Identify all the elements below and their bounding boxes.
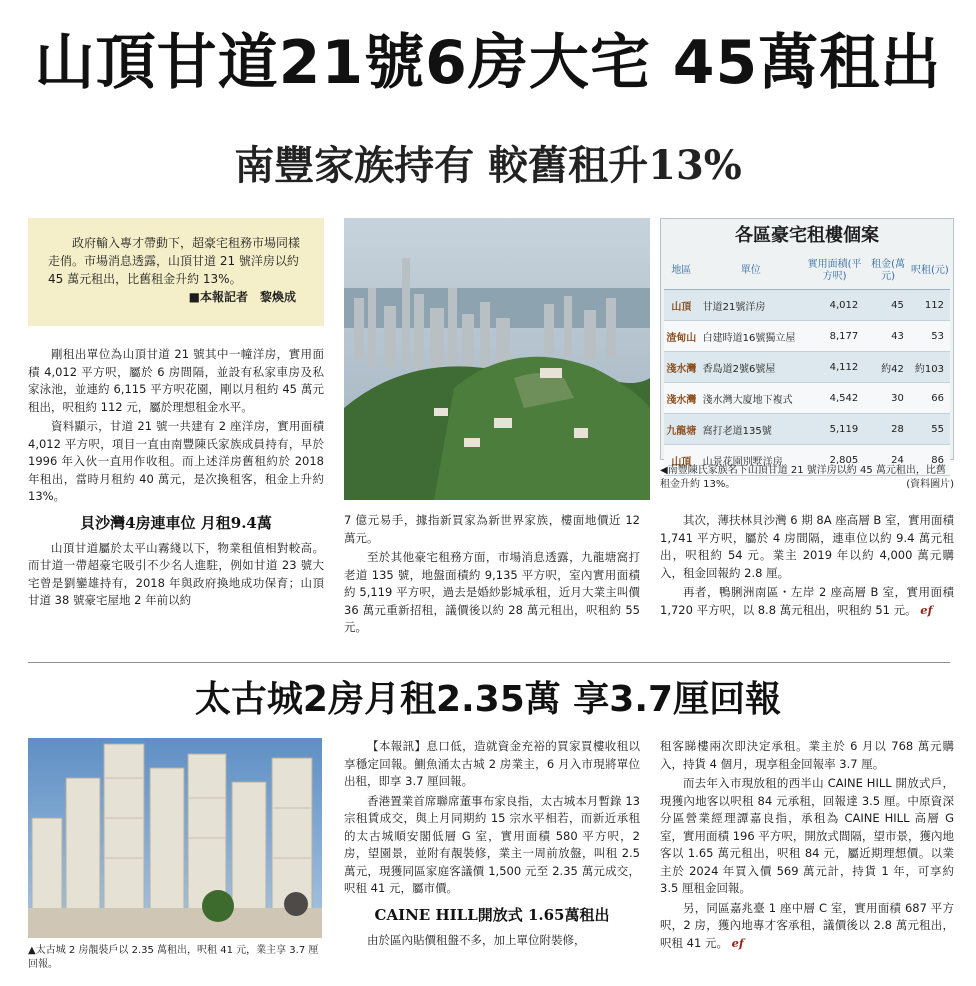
- story2-photo-caption: ▲太古城 2 房靚裝戶以 2.35 萬租出，呎租 41 元，業主享 3.7 厘回報。: [28, 945, 319, 970]
- story1-caption-text: ◀南豐陳氏家族名下山頂甘道 21 號洋房以約 45 萬元租出，比舊租金升約 13%。: [660, 465, 946, 490]
- story1-col1-paragraph-2: 資料顯示，甘道 21 號一共建有 2 座洋房，實用面積 4,012 平方呎，項目一直由南豐陳氏家族成員持有，早於 1996 年入伙一直用作收租。而上述洋房舊租約於 2018 年租出，當時月租約 40 萬元，是次換租客，租金上升約 13%。: [28, 419, 324, 503]
- story2-col2-paragraph-2: 而去年入市現放租的西半山 CAINE HILL 開放式戶，現獲內地客以呎租 84 元承租，回報達 3.5 厘。中原資深分區營業經理譚嘉良指，承租為 CAINE HILL 高層 G 室，實用面積 196 平方呎，開放式間隔，望市景，獲內地客以 1.65 萬元租出，呎租 84 元，屬近期理想價。以業主於 2024 年買入價 569 萬元計，持貨 1 年，可享約 3.5 厘租金回報。: [660, 776, 954, 895]
- cell-unit: 山景花園別墅洋房: [699, 445, 803, 476]
- taikoo-shing-photo: [28, 738, 322, 938]
- header-rent: 租金(萬元): [866, 253, 910, 290]
- cell-psf: 53: [910, 321, 950, 352]
- cell-district: 山頂: [664, 290, 699, 321]
- header-unit: 單位: [699, 253, 803, 290]
- rent-table: [664, 253, 950, 476]
- story2-col2-text: 另，同區嘉兆臺 1 座中層 C 室，實用面積 687 平方呎，2 房，獲內地專才客承租，議價後以 2.8 萬元租出，呎租 41 元。: [660, 900, 954, 950]
- story1-byline: ■本報記者 黎煥成: [188, 290, 296, 304]
- story1-headline: 山頂甘道21號6房大宅 45萬租出: [34, 28, 942, 98]
- cell-unit: 窩打老道135號: [699, 414, 803, 445]
- table-row: [664, 290, 950, 321]
- cell-rent: 45: [866, 290, 910, 321]
- story1-lede-box: [28, 218, 324, 326]
- cell-unit: 白建時道16號獨立屋: [699, 321, 803, 352]
- story2-column-2: [660, 738, 954, 954]
- story1-subhead: 南豐家族持有 較舊租升13%: [234, 142, 742, 189]
- story2-col1-paragraph-2: 香港置業首席聯席董事布家良指，太古城本月暫錄 13 宗租賃成交，與上月同期約 15 宗水平相若，而新近承租的太古城順安閣低層 G 室，實用面積 580 平方呎，2 房，望園景，並附有靚裝修，業主一周前放盤，叫租 2.5 萬元，現獲同區家庭客議價 1,500 元至 2.35 萬元成交，呎租 41 元，屬市價。: [344, 793, 640, 895]
- cell-area: 4,542: [803, 383, 866, 414]
- cell-district: 渣甸山: [664, 321, 699, 352]
- rent-cases-table-box: [660, 218, 954, 468]
- story1-col1-paragraph-3: 山頂甘道屬於太平山霧綫以下，物業租值相對較高。而甘道一帶超豪宅吸引不少名人進駐，例如甘道 23 號大宅曾是劉鑾雄持有，2018 年與政府換地成功保育；山頂甘道 38 號豪宅屋地 2 年前以約: [28, 540, 324, 607]
- story1-photo-caption: [660, 464, 954, 492]
- header-district: 地區: [664, 253, 699, 290]
- story1-col1-paragraph-1: 剛租出單位為山頂甘道 21 號其中一幢洋房，實用面積 4,012 平方呎，屬於 6 房間隔，並設有私家車房及私家泳池，並連約 6,115 平方呎花園，剛以月租約 45 萬元租出，呎租約 112 元，屬於理想租金水平。: [28, 347, 324, 414]
- story1-column-1: [28, 346, 324, 612]
- cell-rent: 30: [866, 383, 910, 414]
- story1-lede-text: 政府輸入專才帶動下，超豪宅租務市場同樣走俏。市場消息透露，山頂甘道 21 號洋房以約 45 萬元租出，比舊租金升約 13%。: [48, 236, 301, 286]
- story2-col1-paragraph-1: 【本報訊】息口低，造就資金充裕的買家買樓收租以享穩定回報。鰂魚涌太古城 2 房業主，6 月入市現將單位出租，即享 3.7 厘回報。: [344, 739, 640, 788]
- table-row: [664, 321, 950, 352]
- cell-area: 5,119: [803, 414, 866, 445]
- cell-rent: 約42: [866, 352, 910, 383]
- cell-rent: 28: [866, 414, 910, 445]
- table-row: [664, 414, 950, 445]
- story1-col2-paragraph-1: 7 億元易手，據指新買家為新世界家族，樓面地價近 12 萬元。: [344, 513, 640, 545]
- story2-col1-paragraph-3: 由於區內貼價租盤不多，加上單位附裝修，: [367, 932, 586, 947]
- story2-column-1: [344, 738, 640, 951]
- cell-psf: 86: [910, 445, 950, 476]
- story1-col2-paragraph-2: 至於其他豪宅租務方面，市場消息透露，九龍塘窩打老道 135 號，地盤面積約 9,135 平方呎，室內實用面積約 5,119 平方呎，過去是婚紗影城承租，近月大業主叫價 36 萬元重新招租，議價後以約 28 萬元租出，呎租約 55 元。: [344, 550, 640, 634]
- editor-mark-icon: ef: [731, 935, 744, 950]
- peak-aerial-photo: [344, 218, 650, 500]
- rent-table-title: 各區豪宅租樓個案: [735, 225, 879, 246]
- story2-headline: 太古城2房月租2.35萬 享3.7厘回報: [194, 679, 782, 720]
- cell-area: 2,805: [803, 445, 866, 476]
- cell-district: 淺水灣: [664, 352, 699, 383]
- cell-psf: 55: [910, 414, 950, 445]
- cell-psf: 66: [910, 383, 950, 414]
- story2-subheading: CAINE HILL開放式 1.65萬租出: [374, 905, 610, 924]
- cell-psf: 112: [910, 290, 950, 321]
- story2-col2-paragraph-3: [660, 900, 954, 953]
- header-psf: 呎租(元): [910, 253, 950, 290]
- rent-table-header-row: [664, 253, 950, 290]
- cell-area: 8,177: [803, 321, 866, 352]
- cell-unit: 淺水灣大廈地下複式: [699, 383, 803, 414]
- cell-rent: 43: [866, 321, 910, 352]
- story1-subheading: 貝沙灣4房連車位 月租9.4萬: [80, 513, 272, 532]
- cell-rent: 24: [866, 445, 910, 476]
- cell-district: 淺水灣: [664, 383, 699, 414]
- cell-psf: 約103: [910, 352, 950, 383]
- story1-column-2: [344, 512, 640, 639]
- cell-unit: 甘道21號洋房: [699, 290, 803, 321]
- story1-col3-text: 再者，鴨脷洲南區・左岸 2 座高層 B 室，實用面積 1,720 平方呎，以 8.8 萬元租出，呎租約 51 元。: [660, 585, 954, 617]
- cell-district: 山頂: [664, 445, 699, 476]
- story-divider: [28, 662, 950, 663]
- table-row: [664, 352, 950, 383]
- cell-area: 4,112: [803, 352, 866, 383]
- story1-col3-paragraph-2: [660, 584, 954, 619]
- story1-column-3: [660, 512, 954, 621]
- header-area: 實用面積(平方呎): [803, 253, 866, 290]
- story1-caption-credit: (資料圖片): [906, 479, 954, 490]
- story2-col2-paragraph-1: 租客睇樓兩次即決定承租。業主於 6 月以 768 萬元購入，持貨 4 個月，現享租金回報率 3.7 厘。: [660, 739, 954, 771]
- editor-mark-icon: ef: [920, 602, 933, 617]
- story1-col3-paragraph-1: 其次，薄扶林貝沙灣 6 期 8A 座高層 B 室，實用面積 1,741 平方呎，屬於 4 房間隔，連車位以約 9.4 萬元租出，呎租約 54 元。業主 2019 年以約 4,000 萬元購入，租金回報約 2.8 厘。: [660, 513, 954, 580]
- cell-unit: 香島道2號6號屋: [699, 352, 803, 383]
- cell-area: 4,012: [803, 290, 866, 321]
- cell-district: 九龍塘: [664, 414, 699, 445]
- table-row: [664, 383, 950, 414]
